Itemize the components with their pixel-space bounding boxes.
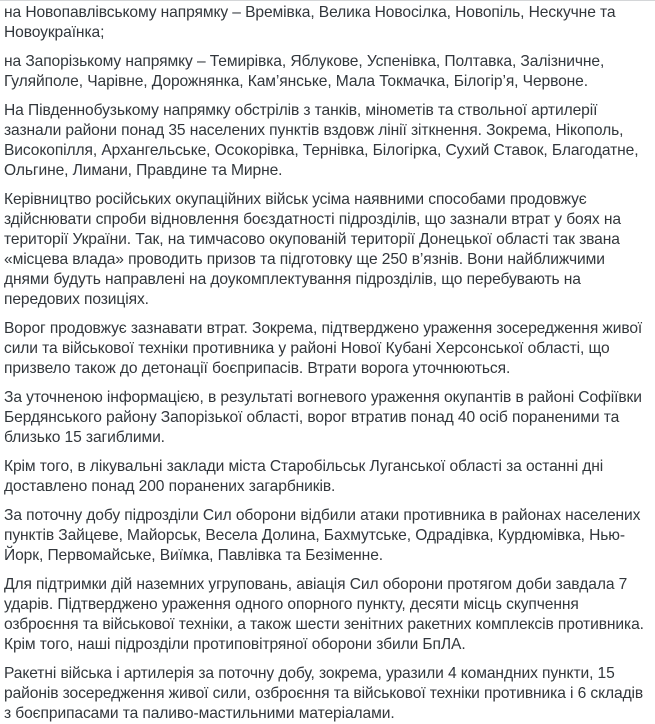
post-paragraph-novopavlivsk-direction: на Новопавлівському напрямку – Времівка, Велика Новосілка, Новопіль, Нескучне та Новоукраїнка; [4,4,616,41]
post-paragraph-zaporizhzhia-direction: на Запорізькому напрямку – Темирівка, Яблукове, Успенівка, Полтавка, Залізничне, Гуляйполе, Чарівне, Дорожнянка, Кам’янське, Мала Токмачка, Білогір’я, Червоне. [4,53,605,90]
post-paragraph-enemy-losses-sofiivka: За уточненою інформацією, в результаті вогневого ураження окупантів в районі Софіївки Бердянського району Запорізької області, ворог втратив понад 40 осіб пораненими та близько 15 загиблими. [4,389,642,446]
post-paragraph-wounded-starobilsk: Крім того, в лікувальні заклади міста Старобільськ Луганської області за останні дні доставлено понад 200 поранених загарбників. [4,458,604,495]
post-paragraph-repelled-attacks: За поточну добу підрозділи Сил оборони відбили атаки противника в районах населених пунктів Зайцеве, Майорськ, Весела Долина, Бахмутське, Одрадівка, Курдюмівка, Нью-Йорк, Первомайське, Виїмка, Павлівка та Безіменне. [4,507,641,564]
post-paragraph-occupier-replenishment: Керівництво російських окупаційних військ усіма наявними способами продовжує здійснювати спроби відновлення боєздатності підрозділів, що зазнали втрат у боях на території України. Так, на тимчасово окупованій території Донецької області так звана «місцева влада» проводить призов та підготовку ще 250 в’язнів. Вони найближчими днями будуть направлені на доукомплектування підрозділів, що перебувають на передових позиціях. [4,191,621,308]
post-paragraph-aviation-strikes: Для підтримки дій наземних угруповань, авіація Сил оборони протягом доби завдала 7 ударів. Підтверджено ураження одного опорного пункту, десяти місць скупчення озброєння та військової техніки, а також шести зенітних ракетних комплексів противника. Крім того, наші підрозділи протиповітряної оборони збили БпЛА. [4,576,644,653]
post-paragraph-missile-artillery-strikes: Ракетні війська і артилерія за поточну добу, зокрема, уразили 4 командних пункти, 15 районів зосередження живої сили, озброєння та військової техніки противника і 6 складів з боєприпасами та паливо-мастильними матеріалами. [4,665,644,722]
post-text-body [0,1,655,724]
post-paragraph-enemy-losses-kherson: Ворог продовжує зазнавати втрат. Зокрема, підтверджено ураження зосередження живої сили та військової техніки противника у районі Нової Кубані Херсонської області, що призвело також до детонації боєприпасів. Втрати ворога уточнюються. [4,320,643,377]
post-paragraph-pivdennobuzkyi-direction: На Південнобузькому напрямку обстрілів з танків, мінометів та ствольної артилерії зазнали райони понад 35 населених пунктів вздовж лінії зіткнення. Зокрема, Нікополь, Високопілля, Архангельське, Осокорівка, Тернівка, Білогірка, Сухий Ставок, Благодатне, Ольгине, Лимани, Правдине та Мирне. [4,102,639,179]
